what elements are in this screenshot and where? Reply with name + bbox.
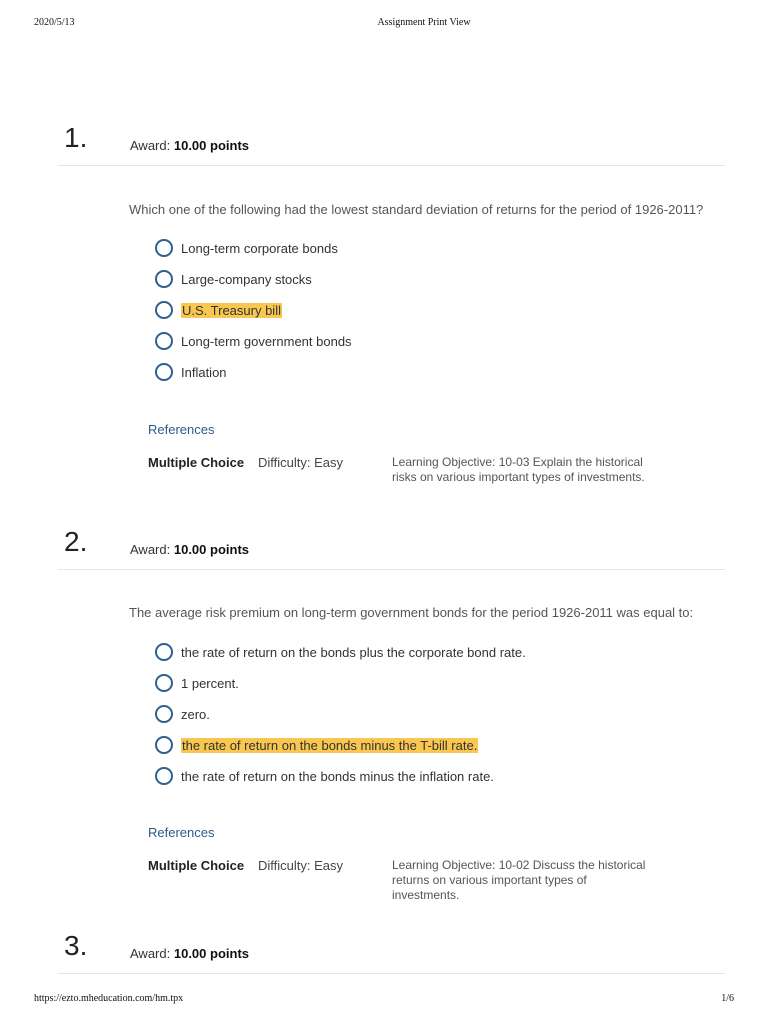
award-label: Award: (130, 542, 171, 557)
q1-option-1[interactable] (155, 238, 338, 258)
print-date: 2020/5/13 (34, 17, 75, 28)
radio-button[interactable] (155, 705, 173, 723)
question-type: Multiple Choice (148, 455, 245, 470)
award (130, 542, 249, 557)
option-label-highlighted: the rate of return on the bonds minus the T-bill rate. (182, 737, 478, 753)
radio-button[interactable] (155, 767, 173, 785)
q2-option-2[interactable] (155, 673, 239, 693)
q1-option-5[interactable] (155, 362, 227, 382)
question-2-prompt: The average risk premium on long-term government bonds for the period 1926-2011 was equal to: (129, 605, 694, 620)
difficulty: Difficulty: Easy (258, 455, 344, 470)
question-number: 1. (64, 122, 88, 153)
radio-button[interactable] (155, 736, 173, 754)
radio-button[interactable] (155, 239, 173, 257)
question-1-prompt: Which one of the following had the lowest standard deviation of returns for the period of 1926-2011? (129, 202, 704, 217)
difficulty: Difficulty: Easy (258, 858, 344, 873)
q2-option-1[interactable] (155, 642, 526, 662)
q2-option-4[interactable] (155, 735, 478, 755)
option-label: 1 percent. (181, 675, 239, 691)
print-title: Assignment Print View (377, 17, 471, 28)
option-label: the rate of return on the bonds plus the corporate bond rate. (181, 644, 526, 660)
award-label: Award: (130, 946, 171, 961)
option-label: the rate of return on the bonds minus the inflation rate. (181, 768, 494, 784)
award-label: Award: (130, 138, 171, 153)
q1-option-2[interactable] (155, 269, 312, 289)
question-1-header (58, 122, 725, 166)
radio-button[interactable] (155, 643, 173, 661)
learning-objective: Learning Objective: 10-02 Discuss the historical returns on various important types of investments. (392, 858, 646, 902)
question-2-header (58, 526, 725, 570)
award-points: 10.00 points (173, 946, 249, 961)
print-url: https://ezto.mheducation.com/hm.tpx (34, 993, 184, 1004)
question-number: 3. (64, 930, 88, 961)
award (130, 946, 249, 961)
option-label: Large-company stocks (181, 271, 312, 287)
learning-objective: Learning Objective: 10-03 Explain the historical risks on various important types of investments. (392, 455, 645, 484)
page-number: 1/6 (721, 993, 734, 1004)
print-footer (0, 993, 768, 1007)
q2-option-3[interactable] (155, 704, 210, 724)
references-link[interactable]: References (148, 422, 215, 437)
option-label-highlighted: U.S. Treasury bill (182, 302, 281, 318)
q2-option-5[interactable] (155, 766, 494, 786)
radio-button[interactable] (155, 674, 173, 692)
references-link[interactable]: References (148, 825, 215, 840)
q1-option-4[interactable] (155, 331, 352, 351)
radio-button[interactable] (155, 301, 173, 319)
radio-button[interactable] (155, 270, 173, 288)
q1-option-3[interactable] (155, 300, 282, 320)
radio-button[interactable] (155, 363, 173, 381)
option-label: Long-term corporate bonds (181, 240, 338, 256)
option-label: zero. (181, 706, 210, 722)
radio-button[interactable] (155, 332, 173, 350)
award-points: 10.00 points (173, 138, 249, 153)
option-label: Inflation (181, 364, 227, 380)
option-label: Long-term government bonds (181, 333, 352, 349)
award (130, 138, 249, 153)
award-points: 10.00 points (173, 542, 249, 557)
print-header (0, 17, 768, 31)
question-3-header (58, 930, 725, 974)
question-type: Multiple Choice (148, 858, 245, 873)
question-number: 2. (64, 526, 88, 557)
